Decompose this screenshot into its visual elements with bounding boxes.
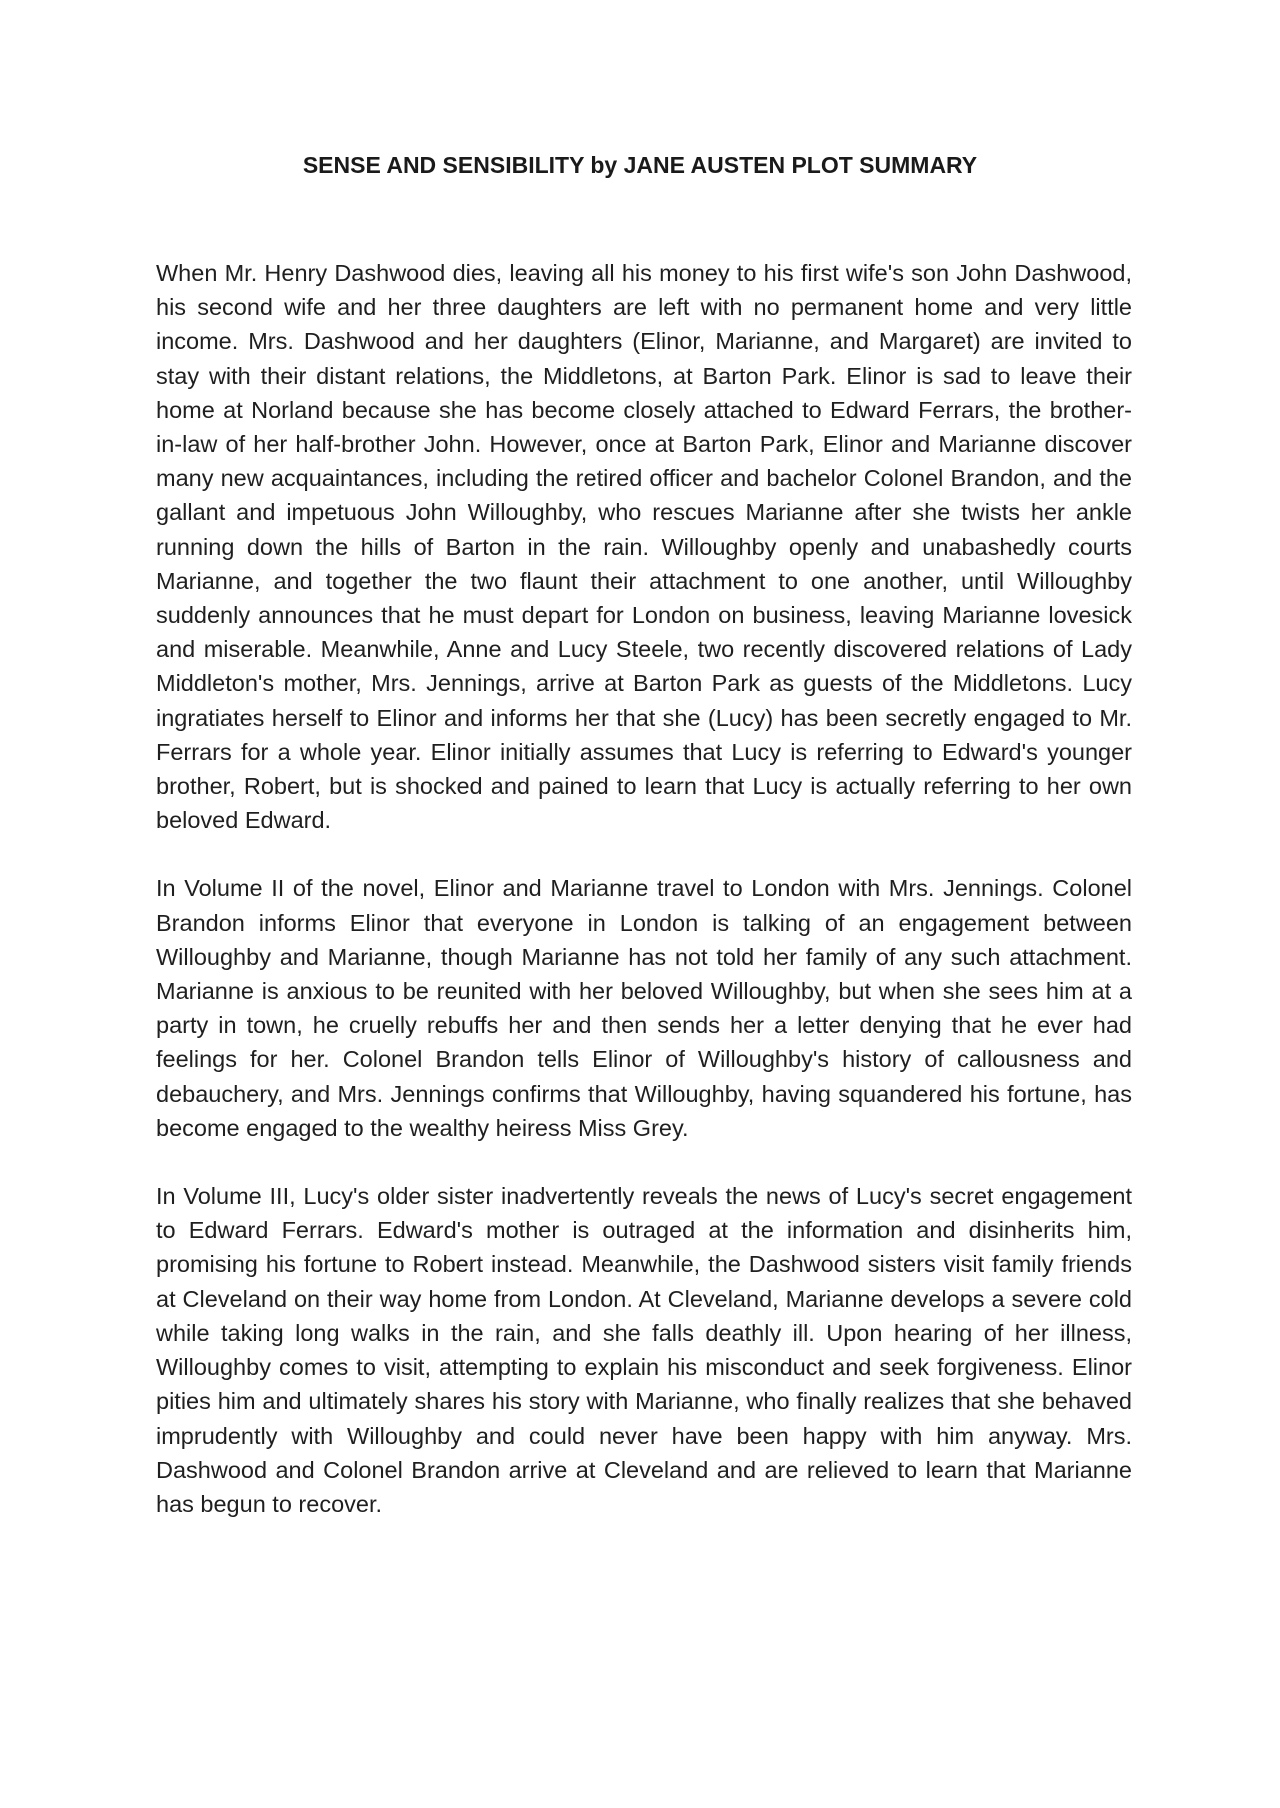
paragraph-volume-1: When Mr. Henry Dashwood dies, leaving all his money to his first wife's son John Dashwood, his second wife and her three daughters are left with no permanent home and very little income. Mrs. Dashwood and her daughters (Elinor, Marianne, and Margaret) are invited to stay with their distant relations, the Middletons, at Barton Park. Elinor is sad to leave their home at Norland because she has become closely attached to Edward Ferrars, the brother-in-law of her half-brother John. However, once at Barton Park, Elinor and Marianne discover many new acquaintances, including the retired officer and bachelor Colonel Brandon, and the gallant and impetuous John Willoughby, who rescues Marianne after she twists her ankle running down the hills of Barton in the rain. Willoughby openly and unabashedly courts Marianne, and together the two flaunt their attachment to one another, until Willoughby suddenly announces that he must depart for London on business, leaving Marianne lovesick and miserable. Meanwhile, Anne and Lucy Steele, two recently discovered relations of Lady Middleton's mother, Mrs. Jennings, arrive at Barton Park as guests of the Middletons. Lucy ingratiates herself to Elinor and informs her that she (Lucy) has been secretly engaged to Mr. Ferrars for a whole year. Elinor initially assumes that Lucy is referring to Edward's younger brother, Robert, but is shocked and pained to learn that Lucy is actually referring to her own beloved Edward. [156, 260, 1132, 834]
document-body [156, 256, 1132, 1555]
paragraph-volume-2: In Volume II of the novel, Elinor and Marianne travel to London with Mrs. Jennings. Colonel Brandon informs Elinor that everyone in London is talking of an engagement between Willoughby and Marianne, though Marianne has not told her family of any such attachment. Marianne is anxious to be reunited with her beloved Willoughby, but when she sees him at a party in town, he cruelly rebuffs her and then sends her a letter denying that he ever had feelings for her. Colonel Brandon tells Elinor of Willoughby's history of callousness and debauchery, and Mrs. Jennings confirms that Willoughby, having squandered his fortune, has become engaged to the wealthy heiress Miss Grey. [156, 875, 1132, 1141]
paragraph-volume-3: In Volume III, Lucy's older sister inadvertently reveals the news of Lucy's secret engagement to Edward Ferrars. Edward's mother is outraged at the information and disinherits him, promising his fortune to Robert instead. Meanwhile, the Dashwood sisters visit family friends at Cleveland on their way home from London. At Cleveland, Marianne develops a severe cold while taking long walks in the rain, and she falls deathly ill. Upon hearing of her illness, Willoughby comes to visit, attempting to explain his misconduct and seek forgiveness. Elinor pities him and ultimately shares his story with Marianne, who finally realizes that she behaved imprudently with Willoughby and could never have been happy with him anyway. Mrs. Dashwood and Colonel Brandon arrive at Cleveland and are relieved to learn that Marianne has begun to recover. [156, 1183, 1132, 1517]
document-title: SENSE AND SENSIBILITY by JANE AUSTEN PLOT SUMMARY [302, 152, 978, 178]
